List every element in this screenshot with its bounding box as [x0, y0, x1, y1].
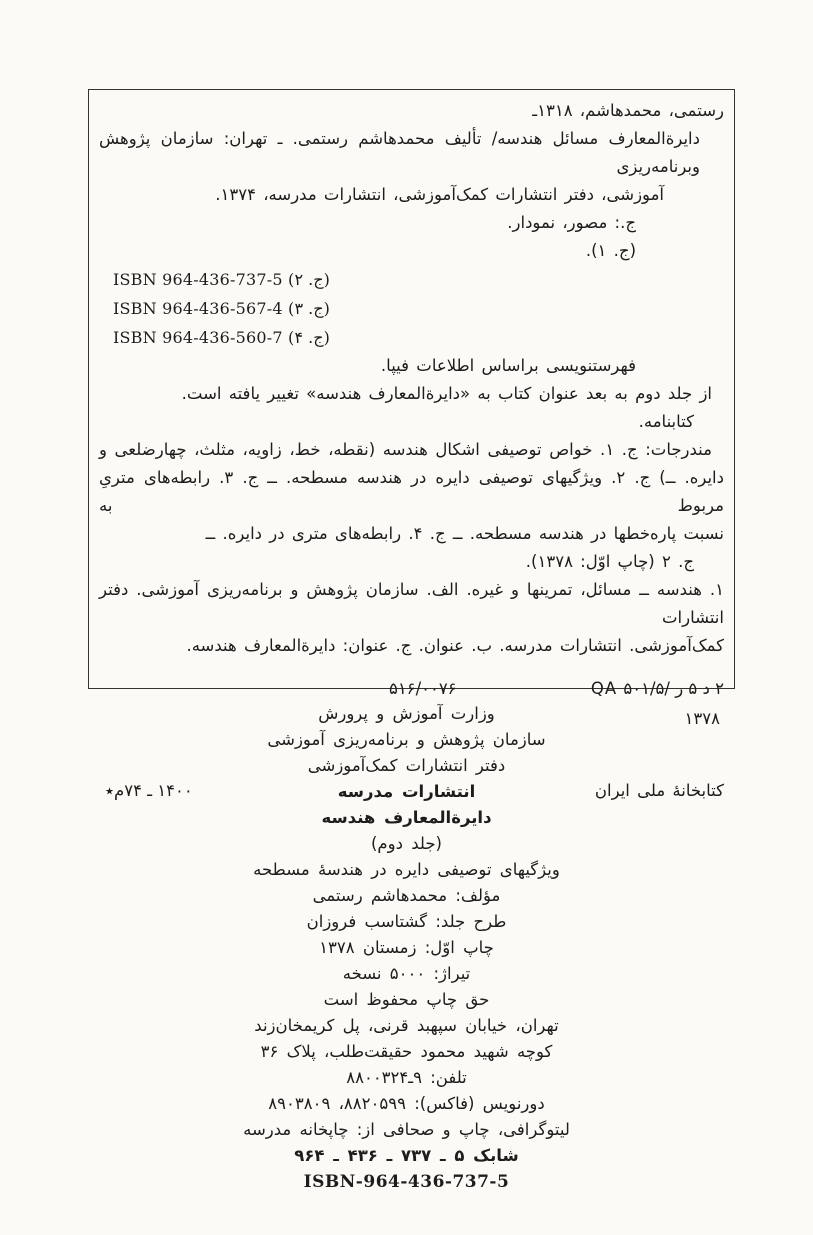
national-library-number: ۱۴۰۰ ـ ۷۴م٭ — [105, 781, 193, 800]
author-line: مؤلف: محمدهاشم رستمی — [312, 886, 501, 905]
cover-designer-line: طرح جلد: گشتاسب فروزان — [306, 912, 507, 931]
isbn-line: ISBN 964-436-567-4 (ج. ۳) — [113, 299, 331, 318]
catalog-year: ۱۳۷۸ — [684, 709, 720, 728]
contents-note-line: دايره. ــ) ج. ۲. ويژگيهای توصيفی دايره در هندسه مسطحه. ــ ج. ۳. رابطه‌های متریِ مربوط به — [99, 468, 724, 515]
title-statement-line: دايرةالمعارف مسائل هندسه/ تأليف محمدهاشم رستمی. ـ تهران: سازمان پژوهش وبرنامه‌ريزی — [99, 129, 700, 176]
national-library-label: کتابخانهٔ ملی ايران — [594, 781, 724, 800]
bureau-line: دفتر انتشارات کمک‌آموزشی — [307, 756, 506, 775]
address-line: تهران، خيابان سپهبد قرنی، پل کريمخان‌زند — [254, 1016, 559, 1035]
printer-line: ليتوگرافی، چاپ و صحافی از: چاپخانه مدرسه — [243, 1120, 570, 1139]
imprint-line: آموزشی، دفتر انتشارات کمک‌آموزشی، انتشارات مدرسه، ۱۳۷۴. — [215, 185, 664, 204]
physical-description-line: ج.: مصور، نمودار. — [507, 213, 636, 232]
shabak-line: شابک ۵ ـ ۷۳۷ ـ ۴۳۶ ـ ۹۶۴ — [294, 1146, 519, 1165]
fax-line: دورنويس (فاکس): ۸۸۲۰۵۹۹، ۸۹۰۳۸۰۹ — [268, 1094, 545, 1113]
phone-line: تلفن: ۹ـ۸۸۰۰۳۲۴ — [346, 1068, 467, 1087]
bibliography-note-line: کتابنامه. — [638, 412, 694, 431]
author-heading-line: رستمی، محمدهاشم، ۱۳۱۸ـ — [532, 101, 724, 120]
copyright-line: حق چاپ محفوظ است — [323, 990, 490, 1009]
cip-note-line: فهرستنويسی براساس اطلاعات فيپا. — [380, 356, 636, 375]
contents-note-line: مندرجات: ج. ۱. خواص توصيفی اشکال هندسه (نقطه، خط، زاويه، مثلث، چهارضلعی و — [99, 440, 712, 459]
colophon-block — [0, 701, 813, 1195]
publisher-name: انتشارات مدرسه — [337, 782, 476, 801]
contents-note-line: نسبت پاره‌خطها در هندسه مسطحه. ــ ج. ۴. رابطه‌های متری در دايره. ــ — [205, 524, 724, 543]
edition-line: چاپ اوّل: زمستان ۱۳۷۸ — [319, 938, 494, 957]
book-title: دايرةالمعارف هندسه — [321, 808, 492, 827]
edition-note-line: ج. ۲ (چاپ اوّل: ۱۳۷۸). — [525, 552, 694, 571]
isbn-line: ISBN 964-436-737-5 (ج. ۲) — [113, 270, 331, 289]
isbn-line: ISBN 964-436-560-7 (ج. ۴) — [113, 328, 331, 347]
title-change-note-line: از جلد دوم به بعد عنوان کتاب به «دايرةالمعارف هندسه» تغيير يافته است. — [181, 384, 712, 403]
subtitle-line: ويژگيهای توصيفی دايره در هندسهٔ مسطحه — [253, 860, 560, 879]
address-line: کوچه شهيد محمود حقيقت‌طلب، پلاک ۳۶ — [260, 1042, 553, 1061]
subject-tracing-line: ۱. هندسه ــ مسائل، تمرينها و غيره. الف. سازمان پژوهش و برنامه‌ريزی آموزشی. دفتر انتشارات — [99, 580, 724, 627]
volume-line: (ج. ۱). — [585, 241, 636, 260]
isbn-footer-line: ISBN-964-436-737-5 — [303, 1172, 510, 1192]
dewey-number: ۵۱۶/۰۰۷۶ — [389, 679, 457, 698]
ministry-line: وزارت آموزش و پرورش — [318, 704, 495, 723]
volume-label: (جلد دوم) — [371, 834, 442, 853]
classification-row — [89, 674, 734, 704]
subject-tracing-line: کمک‌آموزشی. انتشارات مدرسه. ب. عنوان. ج. عنوان: دايرةالمعارف هندسه. — [186, 636, 724, 655]
lc-call-number: QA ۵۰۱/۵/ ر ۵ د ۲ — [590, 679, 724, 698]
print-run-line: تيراژ: ۵۰۰۰ نسخه — [342, 964, 471, 983]
organization-line: سازمان پژوهش و برنامه‌ريزی آموزشی — [267, 730, 546, 749]
